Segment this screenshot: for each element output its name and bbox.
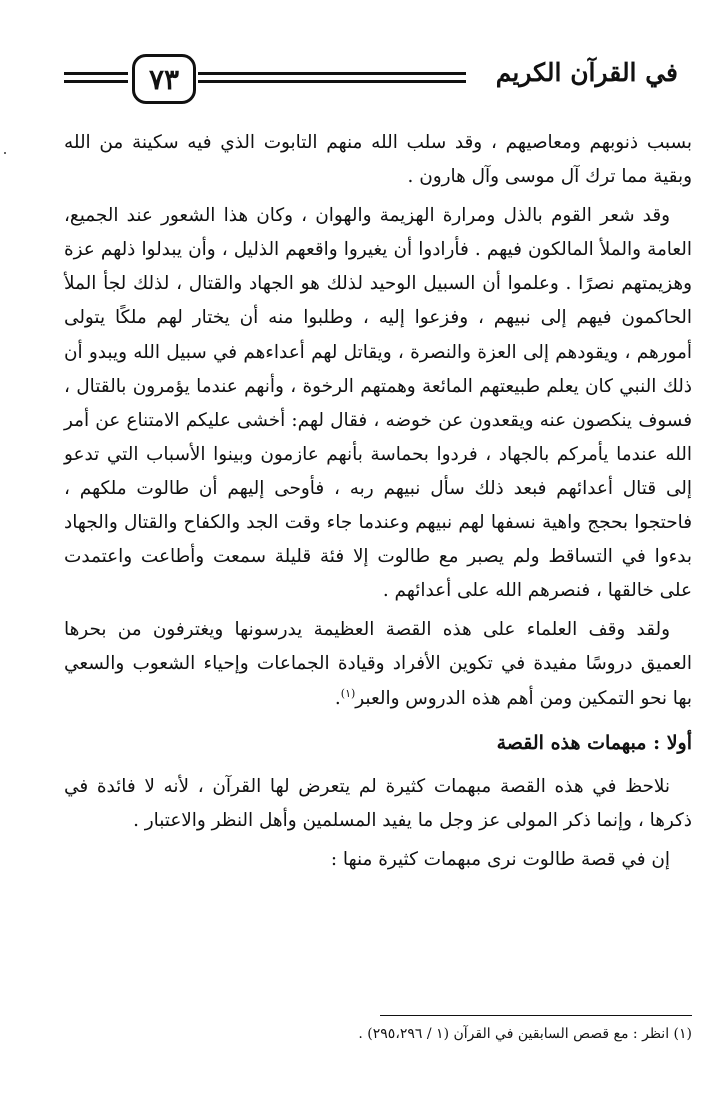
scan-speck — [4, 152, 6, 154]
paragraph-3-end: . — [334, 687, 341, 709]
footnote-ref: (١) — [340, 686, 356, 700]
footnote-rule — [380, 1015, 692, 1016]
page-number: ٧٣ — [132, 54, 196, 104]
header-rule-mid-top — [198, 72, 466, 75]
header-rule-mid-bottom — [198, 80, 466, 83]
paragraph-4: نلاحظ في هذه القصة مبهمات كثيرة لم يتعرض لها القرآن ، لأنه لا فائدة في ذكرها ، وإنما ذكر المولى عز وجل ما يفيد المسلمين وأهل النظر والاعتبار . — [64, 775, 692, 831]
paragraph-3-text: ولقد وقف العلماء على هذه القصة العظيمة يدرسونها ويغترفون من بحرها العميق دروسًا مفيدة في تكوين الأفراد وقيادة الجماعات وإحياء الشعوب والسعي بها نحو التمكين ومن أهم هذه الدروس والعبر — [64, 619, 692, 709]
paragraph-3 — [64, 613, 692, 715]
footnote: (١) انظر : مع قصص السابقين في القرآن (١ / ٢٩٥،٢٩٦) . — [358, 1026, 692, 1042]
paragraph-1: بسبب ذنوبهم ومعاصيهم ، وقد سلب الله منهم التابوت الذي فيه سكينة من الله وبقية مما ترك آل موسى وآل هارون . — [64, 132, 692, 188]
running-title: في القرآن الكريم — [495, 58, 678, 87]
paragraph-5: إن في قصة طالوت نرى مبهمات كثيرة منها : — [330, 848, 670, 870]
header-rule-left-top — [64, 72, 128, 75]
header-rule-left-bottom — [64, 80, 128, 83]
paragraph-2: وقد شعر القوم بالذل ومرارة الهزيمة والهوان ، وكان هذا الشعور عند الجميع، العامة والملأ المالكون فيهم . فأرادوا أن يغيروا واقعهم الذليل ، وأن يبدلوا ذلهم عزة وهزيمتهم نصرًا . وعلموا أن السبيل الوحيد لذلك هو الجهاد والقتال ، لذلك لجأ الملأ الحاكمون فيهم إلى نبيهم ، وفزعوا إليه ، وطلبوا منه أن يختار لهم ملكًا يتولى أمورهم ، ويقودهم إلى العزة والنصرة ، ويقاتل لهم أعداءهم في سبيل الله ويبدو أن ذلك النبي كان يعلم طبيعتهم المائعة وهمتهم الرخوة ، وأنهم عندما يؤمرون بالقتال ، فسوف ينكصون عنه ويقعدون عن خوضه ، فقال لهم: أخشى عليكم الامتناع عن أمر الله عندما يأمركم بالجهاد ، فردوا بحماسة بأنهم عازمون وبينوا الأسباب التي تدعو إلى قتال أعدائهم فبعد ذلك سأل نبيهم ربه ، فأوحى إليهم أن طالوت ملكهم ، فاحتجوا بحجج واهية نسفها لهم نبيهم وعندما جاء وقت الجد والكفاح والقتال والجهاد بدءوا في التساقط ولم يصبر مع طالوت إلا فئة قليلة سمعت وأطاعت واعتمدت على خالقها ، فنصرهم الله على أعدائهم . — [64, 205, 692, 602]
main-text — [64, 126, 692, 877]
section-heading: أولا : مبهمات هذه القصة — [496, 731, 692, 754]
page-header — [64, 50, 686, 120]
